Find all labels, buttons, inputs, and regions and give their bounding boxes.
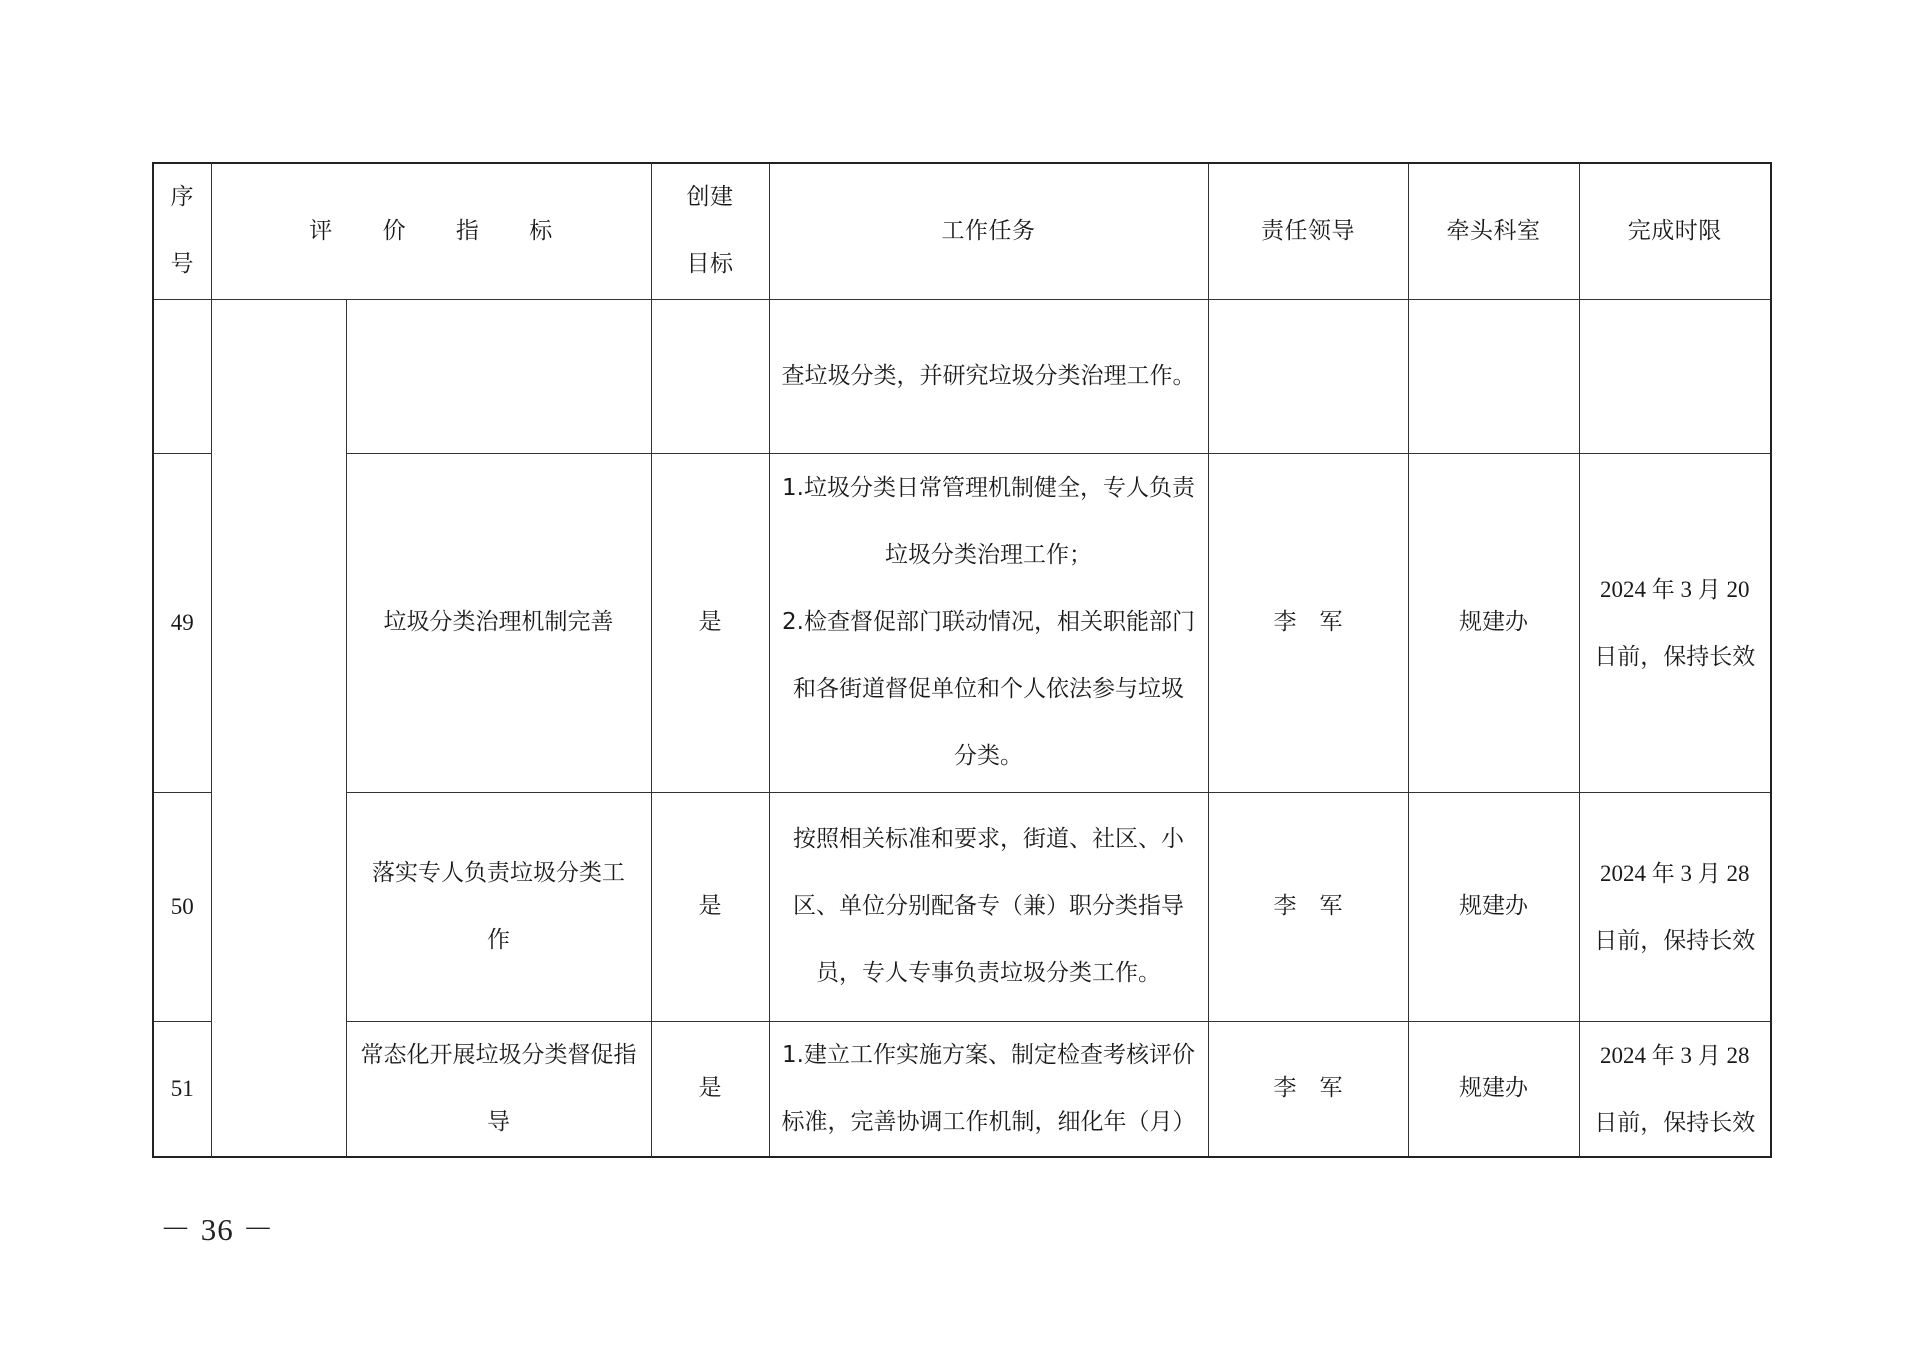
header-indicator: 评 价 指 标 [211, 163, 651, 299]
row-leader: 李 军 [1208, 792, 1408, 1021]
row-target [651, 299, 769, 453]
row-leader [1208, 299, 1408, 453]
header-dept: 牵头科室 [1408, 163, 1579, 299]
row-task: 1.垃圾分类日常管理机制健全，专人负责 垃圾分类治理工作； 2.检查督促部门联动情况，相关职能部门 和各街道督促单位和个人依法参与垃圾 分类。 [769, 453, 1208, 792]
table-header-row [153, 163, 1771, 299]
header-seq: 序 号 [153, 163, 211, 299]
row-seq [153, 299, 211, 453]
table-row [153, 1021, 1771, 1157]
row-seq: 51 [153, 1021, 211, 1157]
header-deadline: 完成时限 [1579, 163, 1771, 299]
row-leader: 李 军 [1208, 453, 1408, 792]
table-row [153, 453, 1771, 792]
row-dept [1408, 299, 1579, 453]
header-target: 创建 目标 [651, 163, 769, 299]
page-number: － 36 － [160, 1212, 275, 1247]
row-indicator: 常态化开展垃圾分类督促指导 [346, 1021, 651, 1157]
row-dept: 规建办 [1408, 453, 1579, 792]
row-deadline [1579, 299, 1771, 453]
table-row [153, 299, 1771, 453]
row-target: 是 [651, 453, 769, 792]
row-dept: 规建办 [1408, 1021, 1579, 1157]
row-indicator: 落实专人负责垃圾分类工 作 [346, 792, 651, 1021]
row-deadline: 2024 年 3 月 28 日前，保持长效 [1579, 792, 1771, 1021]
header-task: 工作任务 [769, 163, 1208, 299]
row-task: 1.建立工作实施方案、制定检查考核评价 标准，完善协调工作机制，细化年（月） [769, 1021, 1208, 1157]
category-merged-cell [211, 299, 346, 1157]
row-task: 查垃圾分类，并研究垃圾分类治理工作。 [769, 299, 1208, 453]
evaluation-table [152, 162, 1772, 1158]
row-leader: 李 军 [1208, 1021, 1408, 1157]
row-dept: 规建办 [1408, 792, 1579, 1021]
row-target: 是 [651, 792, 769, 1021]
header-leader: 责任领导 [1208, 163, 1408, 299]
row-indicator: 垃圾分类治理机制完善 [346, 453, 651, 792]
row-indicator [346, 299, 651, 453]
row-deadline: 2024 年 3 月 28 日前，保持长效 [1579, 1021, 1771, 1157]
row-seq: 49 [153, 453, 211, 792]
row-deadline: 2024 年 3 月 20 日前，保持长效 [1579, 453, 1771, 792]
row-seq: 50 [153, 792, 211, 1021]
row-target: 是 [651, 1021, 769, 1157]
table-row [153, 792, 1771, 1021]
row-task: 按照相关标准和要求，街道、社区、小 区、单位分别配备专（兼）职分类指导 员，专人专事负责垃圾分类工作。 [769, 792, 1208, 1021]
